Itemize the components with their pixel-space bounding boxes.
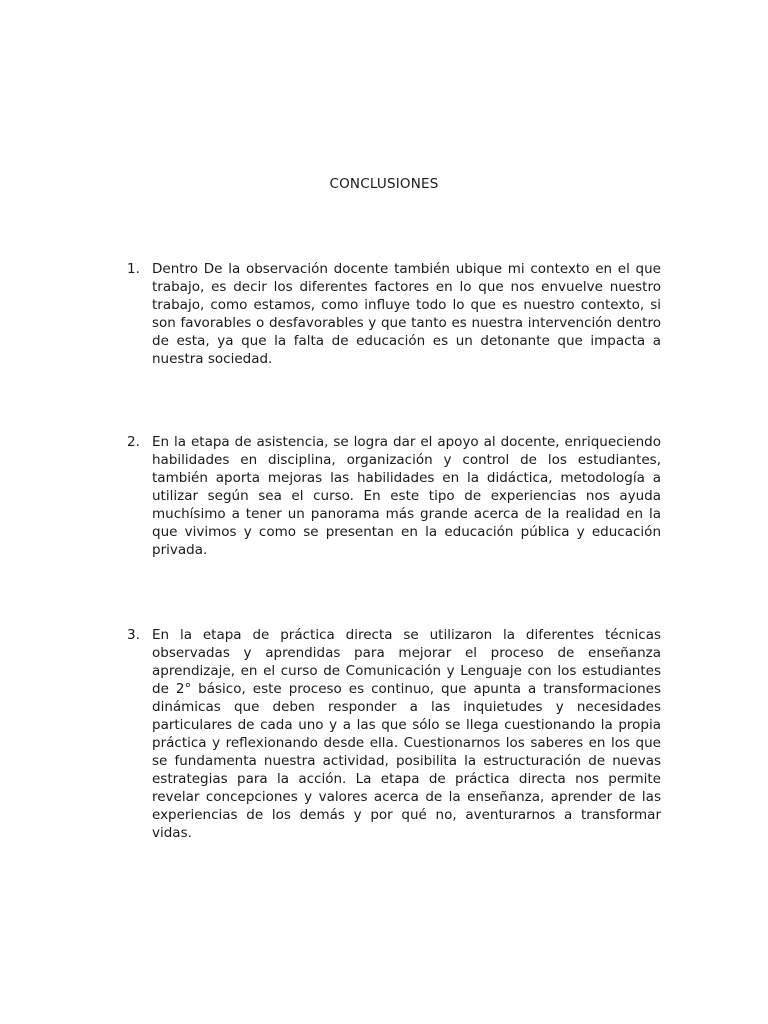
page-title: CONCLUSIONES <box>329 176 439 192</box>
list-item-text: En la etapa de práctica directa se utilizaron la diferentes técnicas observadas y aprendidas para mejorar el proceso de enseñanza aprendizaje, en el curso de Comunicación y Lenguaje con los estudiantes de 2° básico, este proceso es continuo, que apunta a transformaciones dinámicas que deben responder a las inquietudes y necesidades particulares de cada uno y a las que sólo se llega cuestionando la propia práctica y reflexionando desde ella. Cuestionarnos los saberes en los que se fundamenta nuestra actividad, posibilita la estructuración de nuevas estrategias para la acción. La etapa de práctica directa nos permite revelar concepciones y valores acerca de la enseñanza, aprender de las experiencias de los demás y por qué no, aventurarnos a transformar vidas. <box>152 627 661 841</box>
list-item-text: Dentro De la observación docente también ubique mi contexto en el que trabajo, es decir los diferentes factores en lo que nos envuelve nuestro trabajo, como estamos, como influye todo lo que es nuestro contexto, si son favorables o desfavorables y que tanto es nuestra intervención dentro de esta, ya que la falta de educación es un detonante que impacta a nuestra sociedad. <box>152 261 661 367</box>
list-item <box>127 433 661 559</box>
list-item <box>127 626 661 842</box>
list-item-number: 3. <box>127 627 140 643</box>
list-item-text: En la etapa de asistencia, se logra dar el apoyo al docente, enriqueciendo habilidades en disciplina, organización y control de los estudiantes, también aporta mejoras las habilidades en la didáctica, metodología a utilizar según sea el curso. En este tipo de experiencias nos ayuda muchísimo a tener un panorama más grande acerca de la realidad en la que vivimos y como se presentan en la educación pública y educación privada. <box>152 434 661 558</box>
list-item-number: 2. <box>127 434 140 450</box>
list-item <box>127 260 661 368</box>
list-item-number: 1. <box>127 261 140 277</box>
